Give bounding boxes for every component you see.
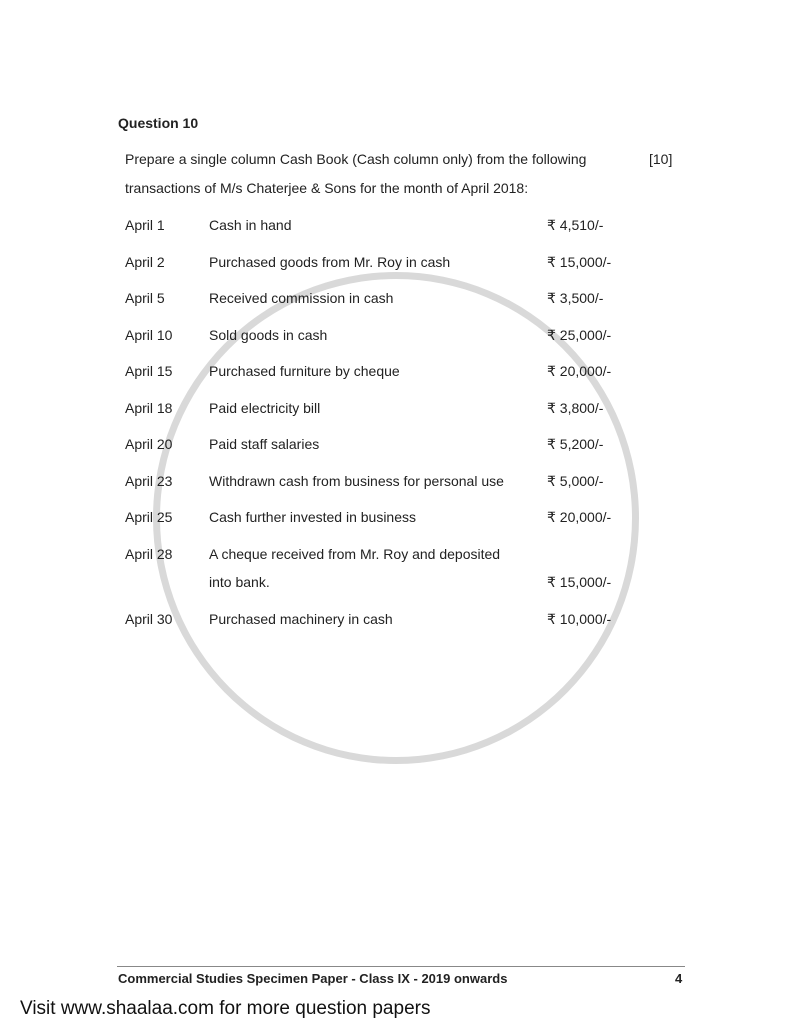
transaction-description: Received commission in cash [209, 290, 394, 306]
transaction-description: Cash further invested in business [209, 509, 416, 525]
transaction-description: Purchased machinery in cash [209, 611, 393, 627]
transaction-description: Purchased furniture by cheque [209, 363, 400, 379]
question-text-line2: transactions of M/s Chaterjee & Sons for the month of April 2018: [125, 180, 529, 196]
page-number: 4 [675, 971, 683, 986]
transaction-date: April 2 [125, 254, 165, 270]
transaction-date: April 10 [125, 327, 173, 343]
transaction-amount: ₹ 3,800/- [547, 400, 604, 416]
transaction-description: Paid staff salaries [209, 436, 320, 452]
question-text-line1: Prepare a single column Cash Book (Cash column only) from the following [125, 151, 587, 167]
transaction-description: A cheque received from Mr. Roy and deposited [209, 546, 501, 562]
transaction-date: April 5 [125, 290, 165, 306]
transaction-description-cont: into bank. [209, 574, 270, 590]
footer-text: Commercial Studies Specimen Paper - Class IX - 2019 onwards [118, 971, 508, 986]
transaction-amount: ₹ 25,000/- [547, 327, 612, 343]
transaction-amount: ₹ 5,200/- [547, 436, 604, 452]
transaction-date: April 18 [125, 400, 173, 416]
transaction-description: Cash in hand [209, 217, 292, 233]
transaction-amount: ₹ 5,000/- [547, 473, 604, 489]
transaction-date: April 1 [125, 217, 165, 233]
transaction-description: Paid electricity bill [209, 400, 321, 416]
footer-rule [117, 966, 685, 967]
transaction-date: April 28 [125, 546, 173, 562]
transaction-date: April 23 [125, 473, 173, 489]
transaction-date: April 25 [125, 509, 173, 525]
transaction-amount: ₹ 15,000/- [547, 574, 612, 590]
transaction-description: Sold goods in cash [209, 327, 328, 343]
question-marks: [10] [649, 151, 673, 167]
transaction-description: Withdrawn cash from business for personal use [209, 473, 504, 489]
transaction-date: April 15 [125, 363, 173, 379]
transaction-amount: ₹ 3,500/- [547, 290, 604, 306]
question-title: Question 10 [118, 115, 199, 131]
transaction-amount: ₹ 20,000/- [547, 363, 612, 379]
transaction-date: April 20 [125, 436, 173, 452]
site-banner[interactable]: Visit www.shaalaa.com for more question papers [20, 998, 431, 1019]
transaction-amount: ₹ 15,000/- [547, 254, 612, 270]
transaction-amount: ₹ 4,510/- [547, 217, 604, 233]
transaction-amount: ₹ 20,000/- [547, 509, 612, 525]
transaction-amount: ₹ 10,000/- [547, 611, 612, 627]
transaction-description: Purchased goods from Mr. Roy in cash [209, 254, 451, 270]
transaction-date: April 30 [125, 611, 173, 627]
